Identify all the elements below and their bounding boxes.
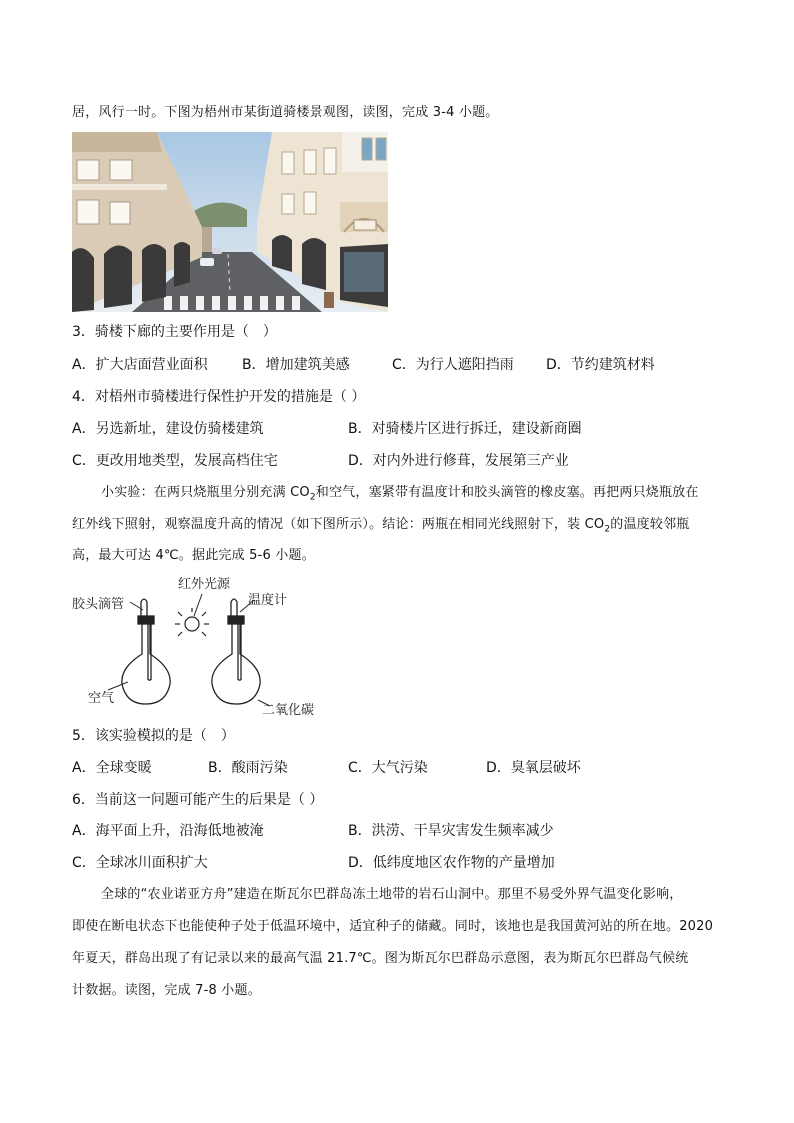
q3-option-d: D．节约建筑材料 bbox=[546, 357, 655, 373]
air-label: 空气 bbox=[88, 691, 115, 706]
experiment-diagram bbox=[68, 572, 338, 722]
q4-stem: 4．对梧州市骑楼进行保性护开发的措施是（ ） bbox=[72, 389, 366, 405]
q5-option-a: A．全球变暖 bbox=[72, 760, 152, 776]
q6-option-a: A．海平面上升，沿海低地被淹 bbox=[72, 823, 264, 839]
q6-option-d: D．低纬度地区农作物的产量增加 bbox=[348, 855, 555, 871]
q4-option-a: A．另选新址，建设仿骑楼建筑 bbox=[72, 421, 264, 437]
infrared-lamp-icon bbox=[175, 608, 209, 636]
q3-option-b: B．增加建筑美感 bbox=[242, 357, 350, 373]
svalbard-intro-line3: 年夏天，群岛出现了有记录以来的最高气温 21.7℃。图为斯瓦尔巴群岛示意图，表为斯瓦尔巴群岛气候统 bbox=[72, 951, 689, 966]
infrared-source-label: 红外光源 bbox=[178, 577, 231, 592]
q3-option-c: C．为行人遮阳挡雨 bbox=[392, 357, 514, 373]
q3-option-a: A．扩大店面营业面积 bbox=[72, 357, 208, 373]
experiment-intro-line3: 高，最大可达 4℃。据此完成 5-6 小题。 bbox=[72, 548, 315, 563]
co2-label: 二氧化碳 bbox=[262, 703, 315, 718]
experiment-intro-line2: 红外线下照射，观察温度升高的情况（如下图所示）。结论：两瓶在相同光线照射下，装 $CO_2$的温度较邻瓶 bbox=[72, 517, 690, 535]
experiment-intro-line1: 小实验：在两只烧瓶里分别充满 $CO_2$和空气，塞紧带有温度计和胶头滴管的橡皮塞。再把两只烧瓶放在 bbox=[101, 485, 699, 503]
svalbard-intro-line1: 全球的“农业诺亚方舟”建造在斯瓦尔巴群岛冻土地带的岩石山洞中。那里不易受外界气温变化影响， bbox=[101, 887, 683, 902]
q4-option-d: D．对内外进行修葺，发展第三产业 bbox=[348, 453, 569, 469]
q4-option-c: C．更改用地类型，发展高档住宅 bbox=[72, 453, 278, 469]
thermometer-label: 温度计 bbox=[248, 593, 288, 608]
co2-flask bbox=[212, 599, 260, 704]
svalbard-intro-line4: 计数据。读图，完成 7-8 小题。 bbox=[72, 983, 261, 998]
air-flask bbox=[122, 599, 170, 704]
arcade-street-photo bbox=[72, 132, 388, 312]
q5-option-d: D．臭氧层破坏 bbox=[486, 760, 581, 776]
intro-text-1: 居，风行一时。下图为梧州市某街道骑楼景观图，读图，完成 3-4 小题。 bbox=[72, 105, 499, 120]
q5-stem: 5．该实验模拟的是（ ） bbox=[72, 728, 235, 744]
q6-option-b: B．洪涝、干旱灾害发生频率减少 bbox=[348, 823, 554, 839]
q6-option-c: C．全球冰川面积扩大 bbox=[72, 855, 208, 871]
q6-stem: 6．当前这一问题可能产生的后果是（ ） bbox=[72, 792, 324, 808]
svalbard-intro-line2: 即使在断电状态下也能使种子处于低温环境中，适宜种子的储藏。同时，该地也是我国黄河站的所在地。2020 bbox=[72, 919, 714, 934]
q5-option-b: B．酸雨污染 bbox=[208, 760, 288, 776]
q4-option-b: B．对骑楼片区进行拆迁，建设新商圈 bbox=[348, 421, 582, 437]
q5-option-c: C．大气污染 bbox=[348, 760, 428, 776]
dropper-label: 胶头滴管 bbox=[72, 597, 125, 612]
q3-stem: 3．骑楼下廊的主要作用是（ ） bbox=[72, 324, 277, 340]
